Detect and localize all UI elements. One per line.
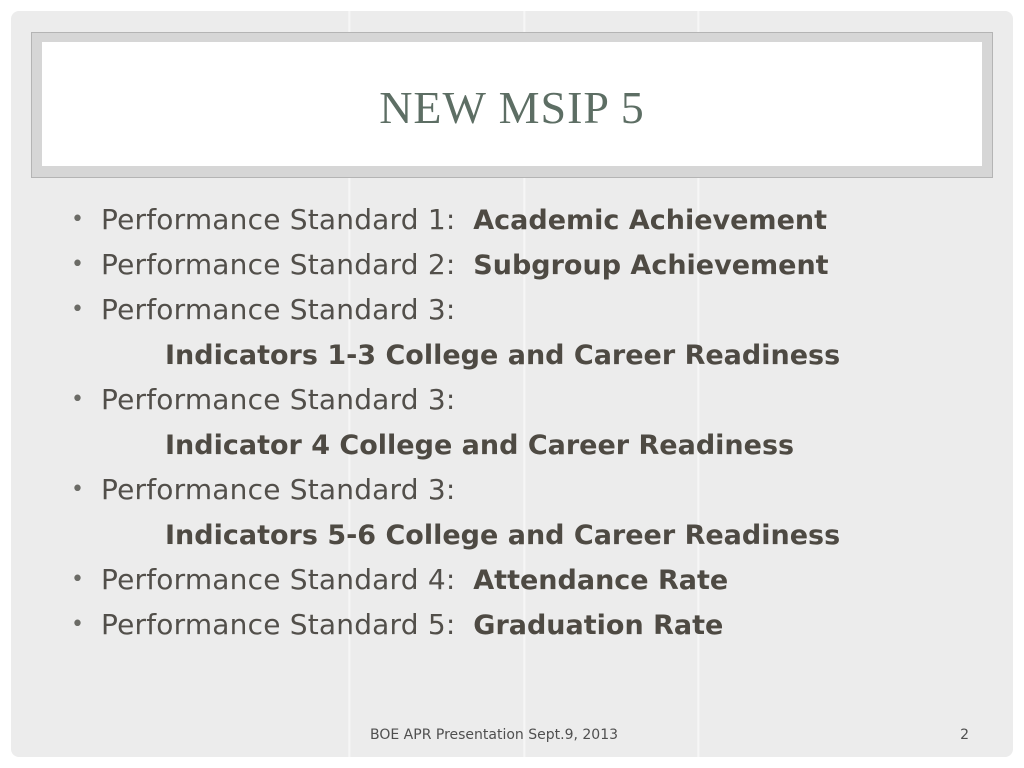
standard-label: Performance Standard 3:: [101, 383, 456, 416]
slide-title: NEW MSIP 5: [379, 81, 645, 133]
title-frame: [31, 32, 993, 178]
list-subitem: [71, 332, 991, 377]
standard-label: Performance Standard 3:: [101, 473, 456, 506]
standard-value: Subgroup Achievement: [473, 250, 829, 281]
list-item: [71, 467, 991, 512]
list-item: [71, 242, 991, 287]
bullet-icon: •: [71, 297, 84, 322]
list-subitem: [71, 422, 991, 467]
title-box: [42, 42, 982, 166]
list-item: [71, 602, 991, 647]
standard-label: Performance Standard 3:: [101, 293, 456, 326]
footer-text: BOE APR Presentation Sept.9, 2013: [370, 727, 619, 743]
standard-value: Academic Achievement: [473, 205, 828, 236]
indicator-value: Indicators 1-3 College and Career Readiness: [165, 340, 841, 371]
bullet-icon: •: [71, 207, 84, 232]
standard-label: Performance Standard 2:: [101, 248, 456, 281]
list-item: [71, 377, 991, 422]
page-number: 2: [960, 727, 969, 743]
bullet-list: [71, 197, 991, 647]
slide: [11, 11, 1013, 757]
standard-value: Graduation Rate: [473, 610, 724, 641]
list-subitem: [71, 512, 991, 557]
list-item: [71, 287, 991, 332]
indicator-value: Indicators 5-6 College and Career Readiness: [165, 520, 841, 551]
list-item: [71, 557, 991, 602]
indicator-value: Indicator 4 College and Career Readiness: [165, 430, 795, 461]
standard-label: Performance Standard 4:: [101, 563, 456, 596]
standard-label: Performance Standard 5:: [101, 608, 456, 641]
bullet-icon: •: [71, 477, 84, 502]
list-item: [71, 197, 991, 242]
standard-label: Performance Standard 1:: [101, 203, 456, 236]
bullet-icon: •: [71, 567, 84, 592]
bullet-icon: •: [71, 387, 84, 412]
bullet-icon: •: [71, 252, 84, 277]
bullet-icon: •: [71, 612, 84, 637]
standard-value: Attendance Rate: [473, 565, 729, 596]
